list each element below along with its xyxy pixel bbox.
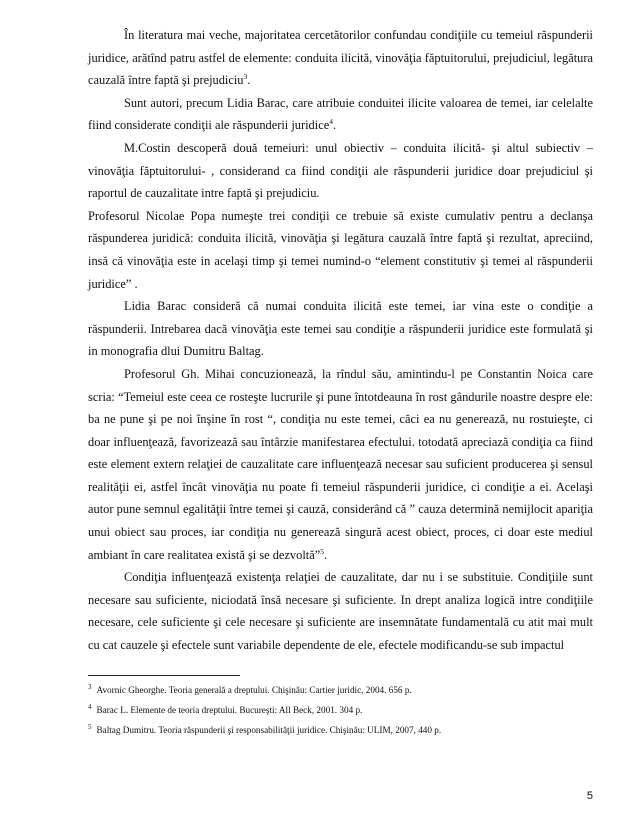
paragraph-1: În literatura mai veche, majoritatea cercetătorilor confundau condiţiile cu temeiul răspunderii juridice, arătînd patru astfel de elemente: conduita ilicită, vinovăţia făptuitorului, prejudiciul, legătura cauzală între faptă şi prejudiciu$^3$. bbox=[88, 28, 593, 88]
paragraph-3: M.Costin descoperă două temeiuri: unul obiectiv – conduita ilicită- şi altul subiectiv – vinovăţia făptuitorului- , considerand ca fiind condiţii ale răspunderii juridice doar prejudiciul şi raportul de cauzalitate intre faptă şi prejudiciu. bbox=[88, 140, 593, 201]
body-text bbox=[88, 24, 593, 657]
footnote-3: $^3$ Avornic Gheorghe. Teoria generală a dreptului. Chişinău: Cartier juridic, 2004. 656 p. bbox=[88, 682, 412, 695]
footnote-ref-5[interactable]: 5 bbox=[320, 546, 324, 556]
footnote-4: $^4$ Barac L. Elemente de teoria dreptului. Bucureşti: All Beck, 2001. 304 p. bbox=[88, 702, 363, 715]
page-number: 5 bbox=[586, 790, 593, 802]
footnote-ref-4[interactable]: 4 bbox=[329, 117, 333, 127]
footnote-5: $^5$ Baltag Dumitru. Teoria răspunderii şi responsabilităţii juridice. Chişinău: ULIM, 2007, 440 p. bbox=[88, 722, 442, 735]
paragraph-7: Condiţia influenţează existenţa relaţiei de cauzalitate, dar nu i se substituie. Condiţiile sunt necesare sau suficiente, niciodată însă necesare şi suficiente. In drept analiza logică intre condiţiile necesare, cele suficiente şi cele necesare şi suficiente are insemnătate fundamentală cu atit mai mult cu cat cauzele şi efectele sunt variabile dependente de ele, efectele modificandu-se sub impactul bbox=[88, 570, 593, 653]
paragraph-5: Lidia Barac consideră că numai conduita ilicită este temei, iar vina este o condiţie a răspunderii. Intrebarea dacă vinovăţia este temei sau condiţie a răspunderii juridice este formulată şi in monografia dlui Dumitru Baltag. bbox=[88, 299, 593, 359]
paragraph-4: Profesorul Nicolae Popa numeşte trei condiţii ce trebuie să existe cumulativ pentru a declanşa răspunderea juridică: conduita ilicită, vinovăţia şi legătura cauzală între faptă şi rezultat, apreciind, insă că vinovăţia este in acelaşi timp şi temei numind-o “element constitutiv şi temei al răspunderii juridice” . bbox=[88, 208, 593, 291]
footnotes bbox=[88, 684, 593, 744]
footnote-separator bbox=[88, 675, 240, 676]
paragraph-2: Sunt autori, precum Lidia Barac, care atribuie conduitei ilicite valoarea de temei, iar celelalte fiind considerate condiţii ale răspunderii juridice$^4$. bbox=[88, 95, 593, 133]
footnote-ref-3[interactable]: 3 bbox=[243, 72, 248, 82]
paragraph-6: Profesorul Gh. Mihai concuzionează, la rîndul său, amintindu-l pe Constantin Noica care scria: “Temeiul este ceea ce rosteşte lucrurile şi pune întotdeauna în rost gândurile noastre despre ele: ba ne pune şi pe noi înşine în rost “, condiţia nu este temei, căci ea nu generează, nu rostuieşte, ci doar influenţează, favorizează sau întârzie manifestarea efectului. totodată apreciază condiţia ca fiind este element extern relaţiei de cauzalitate care influenţează necesar sau suficient producerea şi sensul realităţii ei, astfel încât vinovăţia nu poate fi temeiul răspunderii juridice, ci condiţie a ei. Acelaşi autor pune semnul egalităţii între temei şi cauză, considerând că ” cauza determină nemijlocit apariţia unui obiect sau proces, iar condiţia nu generează singură acest obiect, proces, ci doar este mediul ambiant în care realitatea există şi se dezvoltă”$^5$. bbox=[88, 366, 593, 562]
